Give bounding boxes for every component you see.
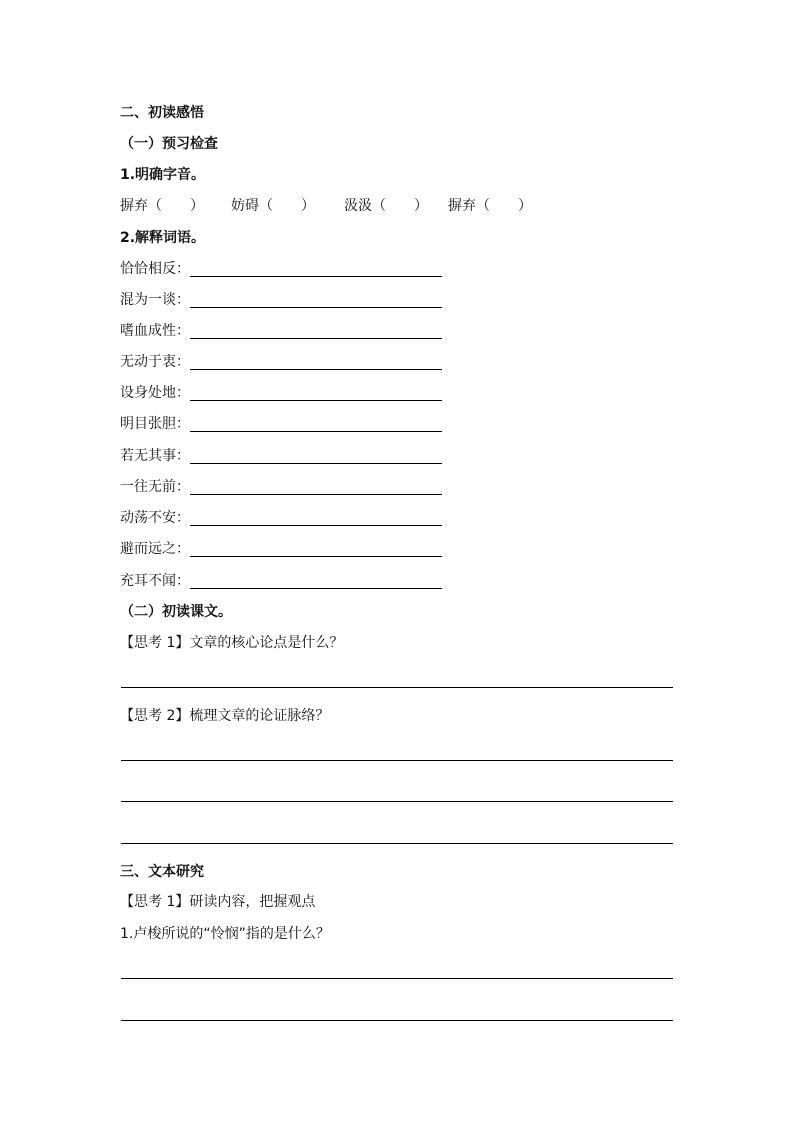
answer-blank[interactable] bbox=[190, 352, 442, 370]
pronunciation-item: 汲汲（ ） bbox=[344, 198, 428, 214]
vocab-item bbox=[120, 508, 190, 528]
pronunciation-item: 摒弃（ ） bbox=[120, 198, 204, 214]
question-pronunciation: 1.明确字音。 bbox=[120, 167, 206, 183]
think-prompt: 【思考 1】研读内容，把握观点 bbox=[120, 894, 316, 910]
answer-line[interactable] bbox=[121, 978, 673, 979]
vocab-term: 若无其事： bbox=[120, 448, 190, 464]
answer-blank[interactable] bbox=[190, 383, 442, 401]
vocab-item bbox=[120, 321, 190, 341]
vocab-term: 无动于衷： bbox=[120, 354, 190, 370]
vocab-term: 明目张胆： bbox=[120, 416, 190, 432]
answer-blank[interactable] bbox=[190, 290, 442, 308]
think-prompt: 【思考 1】文章的核心论点是什么？ bbox=[120, 635, 344, 651]
pronunciation-item: 摒弃（ ） bbox=[448, 198, 532, 214]
answer-blank[interactable] bbox=[190, 321, 442, 339]
answer-line[interactable] bbox=[121, 843, 673, 844]
section2-heading: 二、初读感悟 bbox=[120, 105, 204, 121]
answer-blank[interactable] bbox=[190, 446, 442, 464]
vocab-term: 混为一谈： bbox=[120, 292, 190, 308]
vocab-item bbox=[120, 414, 190, 434]
question-pity: 1.卢梭所说的“怜悯”指的是什么？ bbox=[120, 926, 330, 942]
section3-heading: 三、文本研究 bbox=[120, 864, 204, 880]
question-explain-words: 2.解释词语。 bbox=[120, 230, 206, 246]
vocab-item bbox=[120, 571, 190, 591]
vocab-term: 充耳不闻： bbox=[120, 573, 190, 589]
answer-line[interactable] bbox=[121, 1020, 673, 1021]
vocab-term: 一往无前： bbox=[120, 479, 190, 495]
answer-blank[interactable] bbox=[190, 508, 442, 526]
pronunciation-item: 妨碍（ ） bbox=[231, 198, 315, 214]
vocab-term: 动荡不安： bbox=[120, 510, 190, 526]
answer-blank[interactable] bbox=[190, 571, 442, 589]
answer-blank[interactable] bbox=[190, 259, 442, 277]
vocab-item bbox=[120, 446, 190, 466]
subsection-first-reading: （二）初读课文。 bbox=[120, 604, 232, 620]
answer-blank[interactable] bbox=[190, 539, 442, 557]
answer-blank[interactable] bbox=[190, 477, 442, 495]
subsection-preview-check: （一）预习检查 bbox=[120, 136, 218, 152]
answer-line[interactable] bbox=[121, 687, 673, 688]
vocab-term: 嗜血成性： bbox=[120, 323, 190, 339]
think-prompt: 【思考 2】梳理文章的论证脉络？ bbox=[120, 708, 330, 724]
vocab-item bbox=[120, 539, 190, 559]
vocab-term: 设身处地： bbox=[120, 385, 190, 401]
vocab-item bbox=[120, 383, 190, 403]
vocab-item bbox=[120, 259, 190, 279]
vocab-term: 恰恰相反： bbox=[120, 261, 190, 277]
answer-blank[interactable] bbox=[190, 414, 442, 432]
vocab-item bbox=[120, 290, 190, 310]
vocab-item bbox=[120, 352, 190, 372]
answer-line[interactable] bbox=[121, 801, 673, 802]
answer-line[interactable] bbox=[121, 760, 673, 761]
vocab-item bbox=[120, 477, 190, 497]
vocab-term: 避而远之： bbox=[120, 541, 190, 557]
